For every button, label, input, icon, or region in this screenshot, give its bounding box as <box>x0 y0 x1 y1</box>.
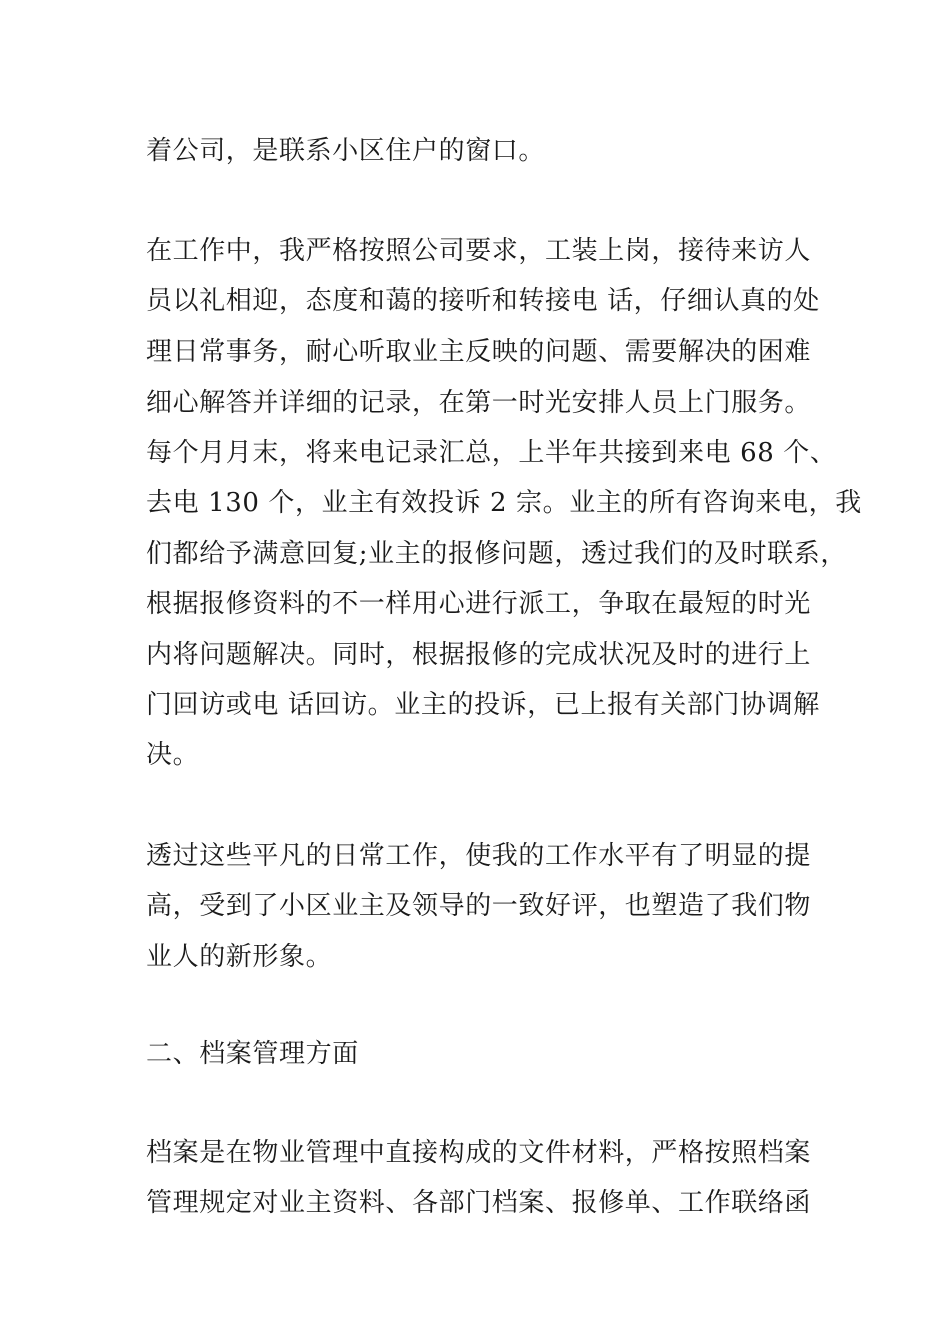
paragraph-line: 门回访或电 话回访。业主的投诉，已上报有关部门协调解 <box>146 690 820 720</box>
paragraph-line: 去电 130 个，业主有效投诉 2 宗。业主的所有咨询来电，我 <box>146 488 862 518</box>
paragraph-line: 们都给予满意回复;业主的报修问题，透过我们的及时联系， <box>146 539 847 569</box>
paragraph-line: 决。 <box>146 740 200 770</box>
paragraph-line: 理日常事务，耐心听取业主反映的问题、需要解决的困难 <box>146 337 812 367</box>
paragraph-line: 根据报修资料的不一样用心进行派工，争取在最短的时光 <box>146 589 812 619</box>
paragraph-line: 每个月月末，将来电记录汇总，上半年共接到来电 68 个、 <box>146 438 837 468</box>
paragraph-line: 在工作中，我严格按照公司要求，工装上岗，接待来访人 <box>146 236 812 266</box>
paragraph-line: 透过这些平凡的日常工作，使我的工作水平有了明显的提 <box>146 841 812 871</box>
section-heading: 二、档案管理方面 <box>146 1039 359 1069</box>
paragraph-line: 业人的新形象。 <box>146 942 333 972</box>
paragraph-line: 高，受到了小区业主及领导的一致好评，也塑造了我们物 <box>146 891 812 921</box>
paragraph-line: 细心解答并详细的记录，在第一时光安排人员上门服务。 <box>146 388 812 418</box>
paragraph-line: 内将问题解决。同时，根据报修的完成状况及时的进行上 <box>146 640 812 670</box>
paragraph-line: 档案是在物业管理中直接构成的文件材料，严格按照档案 <box>146 1138 812 1168</box>
paragraph-line: 员以礼相迎，态度和蔼的接听和转接电 话，仔细认真的处 <box>146 286 820 316</box>
paragraph-line: 管理规定对业主资料、各部门档案、报修单、工作联络函 <box>146 1188 812 1218</box>
paragraph-line: 着公司，是联系小区住户的窗口。 <box>146 136 546 166</box>
